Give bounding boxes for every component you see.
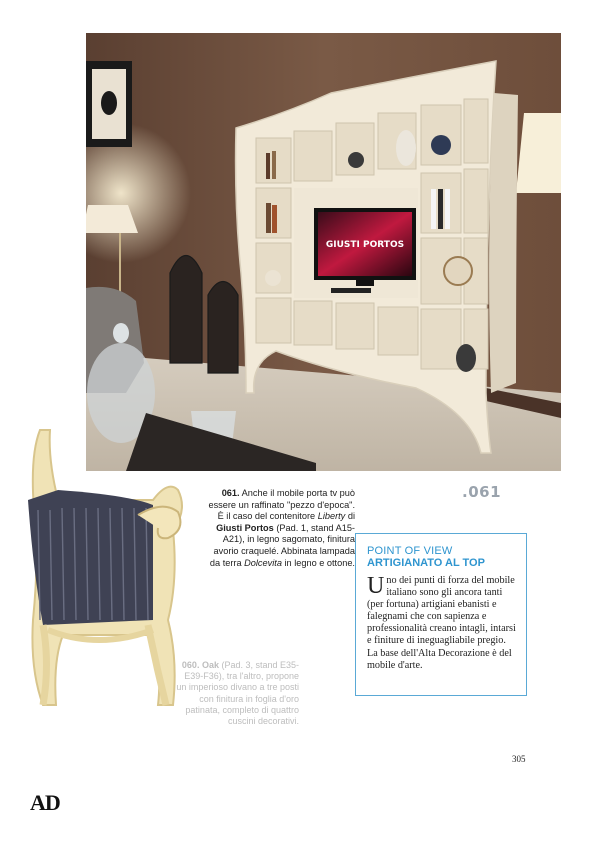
pov-body-text: no dei punti di forza del mobile italiano sono gli ancora tanti (per fortuna) artigiani ebanisti e falegnami che con sapienza e professionalità creano intagli, intarsi e finiture di ineguagliabile pregio. La base dell'Alta Decorazione è del mobile d'arte. (367, 575, 516, 671)
figure-label: .061 (462, 483, 502, 501)
caption-061-text-2: di (345, 511, 355, 522)
caption-060-number: 060. Oak (181, 660, 219, 670)
caption-061-text-1: Anche il mobile porta tv può essere un raffinato "pezzo d'epoca". È il caso del contenitore (208, 488, 355, 522)
caption-061-brand: Giusti Portos (216, 522, 274, 533)
caption-061 (205, 488, 355, 569)
caption-061-italic-1: Liberty (317, 511, 346, 522)
pov-kicker: POINT OF VIEW (367, 545, 453, 557)
caption-061-text-4: in legno e ottone. (281, 557, 355, 568)
caption-061-text-3: (Pad. 1, stand A15-A21), in legno sagomato, finitura avorio craquelé. Abbinata lampada da terra (209, 522, 355, 568)
pov-title: ARTIGIANATO AL TOP (367, 557, 485, 569)
pov-dropcap: U (367, 573, 385, 599)
point-of-view-box (355, 533, 527, 696)
caption-061-number: 061. (221, 488, 240, 498)
caption-060 (172, 660, 299, 727)
caption-061-italic-2: Dolcevita (244, 557, 282, 568)
pov-body (367, 575, 517, 672)
main-photo-bookcase (86, 33, 561, 471)
caption-060-text: (Pad. 3, stand E35-E39-F36), tra l'altro, propone un imperioso divano a tre posti con finitura in foglia d'oro patinata, completo di quattro cuscini decorativi. (176, 660, 299, 727)
magazine-logo: AD (30, 790, 60, 815)
tv-screen-text: GIUSTI PORTOS (325, 240, 405, 250)
page-number: 305 (512, 754, 526, 764)
